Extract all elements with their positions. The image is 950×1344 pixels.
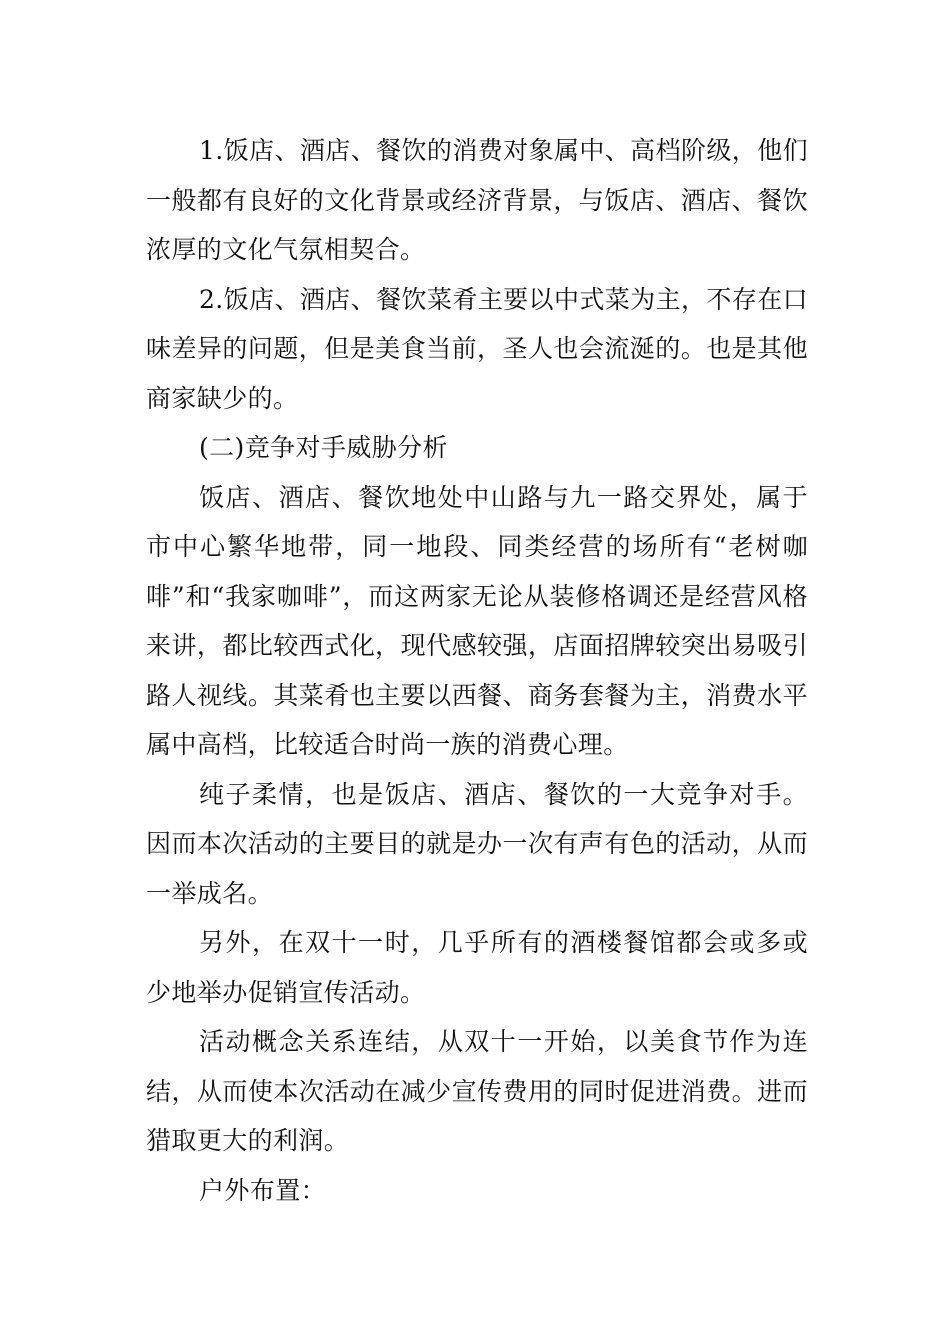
paragraph-customer-level: 1.饭店、酒店、餐饮的消费对象属中、高档阶级，他们一般都有良好的文化背景或经济背景，与饭店、酒店、餐饮浓厚的文化气氛相契合。: [146, 136, 808, 264]
paragraph-competitor-goal: 纯子柔情，也是饭店、酒店、餐饮的一大竞争对手。因而本次活动的主要目的就是办一次有声有色的活动，从而一举成名。: [146, 779, 808, 908]
paragraph-cuisine: 2.饭店、酒店、餐饮菜肴主要以中式菜为主，不存在口味差异的问题，但是美食当前，圣人也会流涎的。也是其他商家缺少的。: [146, 284, 808, 413]
paragraph-activity-concept: 活动概念关系连结，从双十一开始，以美食节作为连结，从而使本次活动在减少宣传费用的同时促进消费。进而猎取更大的利润。: [146, 1027, 808, 1155]
document-page: [146, 126, 808, 1215]
paragraph-outdoor-layout: 户外布置：: [199, 1175, 327, 1205]
paragraph-double-eleven: 另外，在双十一时，几乎所有的酒楼餐馆都会或多或少地举办促销宣传活动。: [146, 928, 808, 1007]
paragraph-competitor-location: 饭店、酒店、餐饮地处中山路与九一路交界处，属于市中心繁华地带，同一地段、同类经营的场所有“老树咖啡”和“我家咖啡”，而这两家无论从装修格调还是经营风格来讲，都比较西式化，现代感较强，店面招牌较突出易吸引路人视线。其菜肴也主要以西餐、商务套餐为主，消费水平属中高档，比较适合时尚一族的消费心理。: [146, 482, 808, 759]
section-heading-competitor-analysis: (二)竞争对手威胁分析: [199, 433, 448, 462]
